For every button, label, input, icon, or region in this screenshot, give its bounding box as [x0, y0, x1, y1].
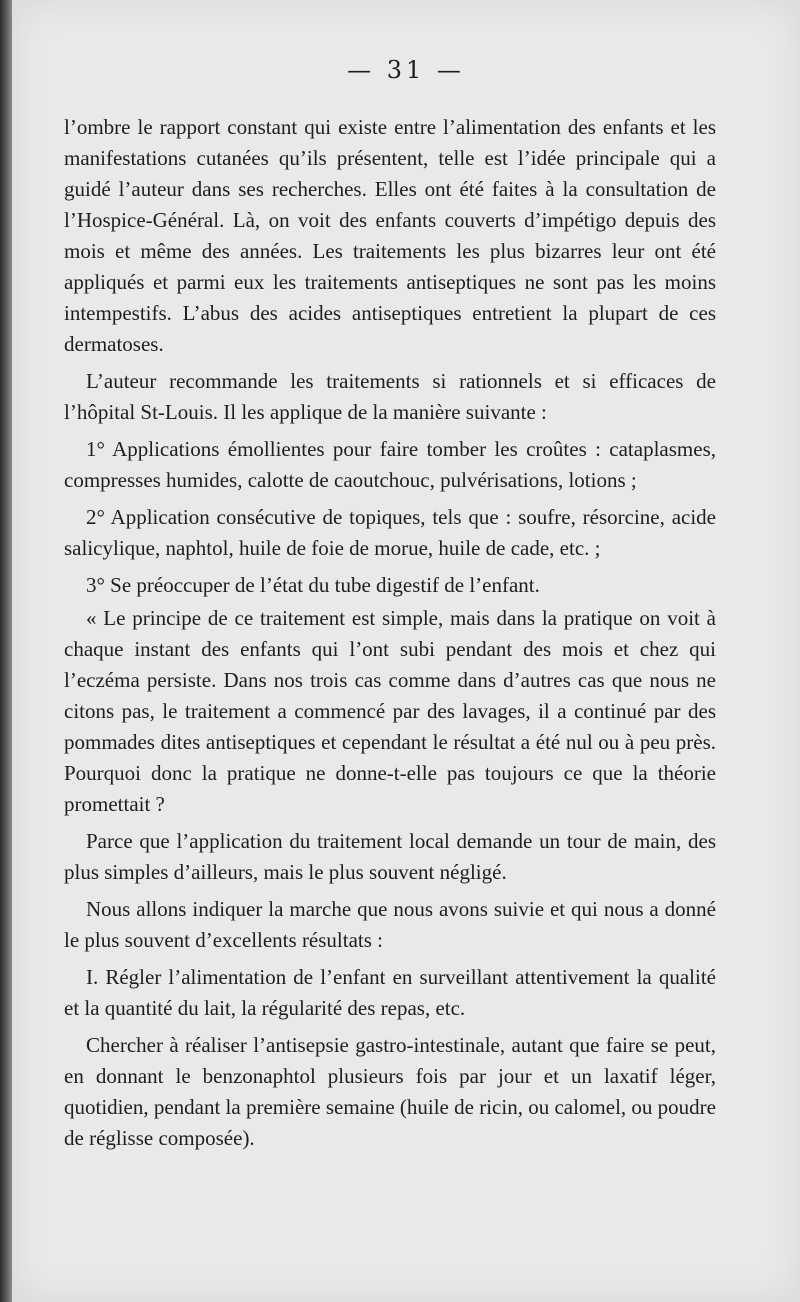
paragraph-7: Parce que l’application du traitement local demande un tour de main, des plus simples d’ailleurs, mais le plus souvent négligé.: [64, 829, 716, 884]
page-number: — 31 —: [347, 56, 465, 84]
paragraph-4: 2° Application consécutive de topiques, tels que : soufre, résorcine, acide salicylique, naphtol, huile de foie de morue, huile de cade, etc. ;: [64, 505, 716, 560]
paragraph-9: I. Régler l’alimentation de l’enfant en surveillant attentivement la qualité et la quantité du lait, la régularité des repas, etc.: [64, 965, 716, 1020]
paragraph-1: l’ombre le rapport constant qui existe entre l’alimentation des enfants et les manifestations cutanées qu’ils présentent, telle est l’idée principale qui a guidé l’auteur dans ses recherches. Elles ont été faites à la consultation de l’Hospice-Général. Là, on voit des enfants couverts d’impétigo depuis des mois et même des années. Les traitements les plus bizarres leur ont été appliqués et parmi eux les traitements antiseptiques ne sont pas les moins intempestifs. L’abus des acides antiseptiques entretient la plupart de ces dermatoses.: [64, 115, 716, 356]
paragraph-3: 1° Applications émollientes pour faire tomber les croûtes : cataplasmes, compresses humides, calotte de caoutchouc, pulvérisations, lotions ;: [64, 437, 716, 492]
paragraph-10: Chercher à réaliser l’antisepsie gastro-intestinale, autant que faire se peut, en donnant le benzonaphtol plusieurs fois par jour et un laxatif léger, quotidien, pendant la première semaine (huile de ricin, ou calomel, ou poudre de réglisse composée).: [64, 1033, 716, 1150]
book-page: [12, 0, 800, 1302]
paragraph-5: 3° Se préoccuper de l’état du tube digestif de l’enfant.: [86, 573, 540, 597]
paragraph-6: « Le principe de ce traitement est simple, mais dans la pratique on voit à chaque instant des enfants qui l’ont subi pendant des mois et chez qui l’eczéma persiste. Dans nos trois cas comme dans d’autres cas que nous ne citons pas, le traitement a commencé par des lavages, il a continué par des pommades dites antiseptiques et cependant le résultat a été nul ou à peu près. Pourquoi donc la pratique ne donne-t-elle pas toujours ce que la théorie promettait ?: [64, 606, 716, 816]
paragraph-2: L’auteur recommande les traitements si rationnels et si efficaces de l’hôpital St-Louis. Il les applique de la manière suivante :: [64, 369, 716, 424]
body-text: [64, 112, 716, 1160]
scan-edge-shadow: [0, 0, 12, 1302]
paragraph-8: Nous allons indiquer la marche que nous avons suivie et qui nous a donné le plus souvent d’excellents résultats :: [64, 897, 716, 952]
